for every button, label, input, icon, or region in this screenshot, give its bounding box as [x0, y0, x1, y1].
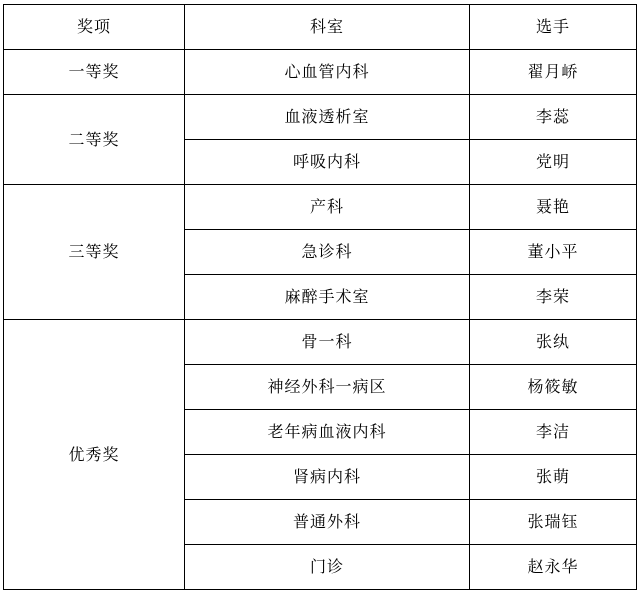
name-cell [470, 230, 637, 275]
dept-cell [185, 365, 470, 410]
header-cell-name [470, 5, 637, 50]
name-label: 翟月峤 [527, 62, 579, 82]
header-label-award: 奖项 [76, 17, 111, 37]
dept-cell [185, 140, 470, 185]
name-cell [470, 500, 637, 545]
dept-cell [185, 95, 470, 140]
header-label-dept: 科室 [309, 17, 344, 37]
table-row [4, 50, 637, 95]
name-label: 董小平 [527, 242, 579, 262]
dept-cell [185, 410, 470, 455]
dept-cell [185, 185, 470, 230]
table-row [4, 320, 637, 365]
name-label: 党明 [535, 152, 570, 172]
award-label: 优秀奖 [68, 444, 120, 464]
dept-label: 急诊科 [301, 242, 353, 262]
table-row [4, 95, 637, 140]
dept-label: 麻醉手术室 [284, 287, 370, 307]
name-label: 张纨 [535, 332, 570, 352]
name-cell [470, 50, 637, 95]
dept-label: 肾病内科 [292, 467, 361, 487]
dept-label: 老年病血液内科 [267, 422, 387, 442]
dept-label: 骨一科 [301, 332, 353, 352]
name-cell [470, 95, 637, 140]
name-label: 杨筱敏 [527, 377, 579, 397]
name-label: 李荣 [535, 287, 570, 307]
award-label: 一等奖 [68, 62, 120, 82]
dept-cell [185, 320, 470, 365]
dept-label: 门诊 [309, 557, 344, 577]
dept-cell [185, 455, 470, 500]
header-cell-award [4, 5, 185, 50]
name-label: 张萌 [535, 467, 570, 487]
header-cell-dept [185, 5, 470, 50]
name-cell [470, 275, 637, 320]
name-label: 李蕊 [535, 107, 570, 127]
name-label: 张瑞钰 [527, 512, 579, 532]
dept-label: 普通外科 [292, 512, 361, 532]
name-cell [470, 455, 637, 500]
dept-cell [185, 275, 470, 320]
award-label: 二等奖 [68, 129, 120, 149]
table-header-row [4, 5, 637, 50]
dept-cell [185, 545, 470, 590]
dept-label: 血液透析室 [284, 107, 370, 127]
award-label: 三等奖 [68, 242, 120, 262]
name-label: 李洁 [535, 422, 570, 442]
name-cell [470, 185, 637, 230]
award-cell-first [4, 50, 185, 95]
name-cell [470, 365, 637, 410]
name-cell [470, 320, 637, 365]
dept-label: 呼吸内科 [292, 152, 361, 172]
dept-label: 产科 [309, 197, 344, 217]
dept-cell [185, 230, 470, 275]
header-label-name: 选手 [535, 17, 570, 37]
award-cell-excellence [4, 320, 185, 590]
name-label: 赵永华 [527, 557, 579, 577]
award-cell-third [4, 185, 185, 320]
table-row [4, 185, 637, 230]
name-cell [470, 140, 637, 185]
name-cell [470, 410, 637, 455]
dept-cell [185, 50, 470, 95]
name-label: 聂艳 [535, 197, 570, 217]
name-cell [470, 545, 637, 590]
dept-label: 心血管内科 [284, 62, 370, 82]
dept-cell [185, 500, 470, 545]
dept-label: 神经外科一病区 [267, 377, 387, 397]
award-cell-second [4, 95, 185, 185]
award-results-table [3, 4, 637, 590]
